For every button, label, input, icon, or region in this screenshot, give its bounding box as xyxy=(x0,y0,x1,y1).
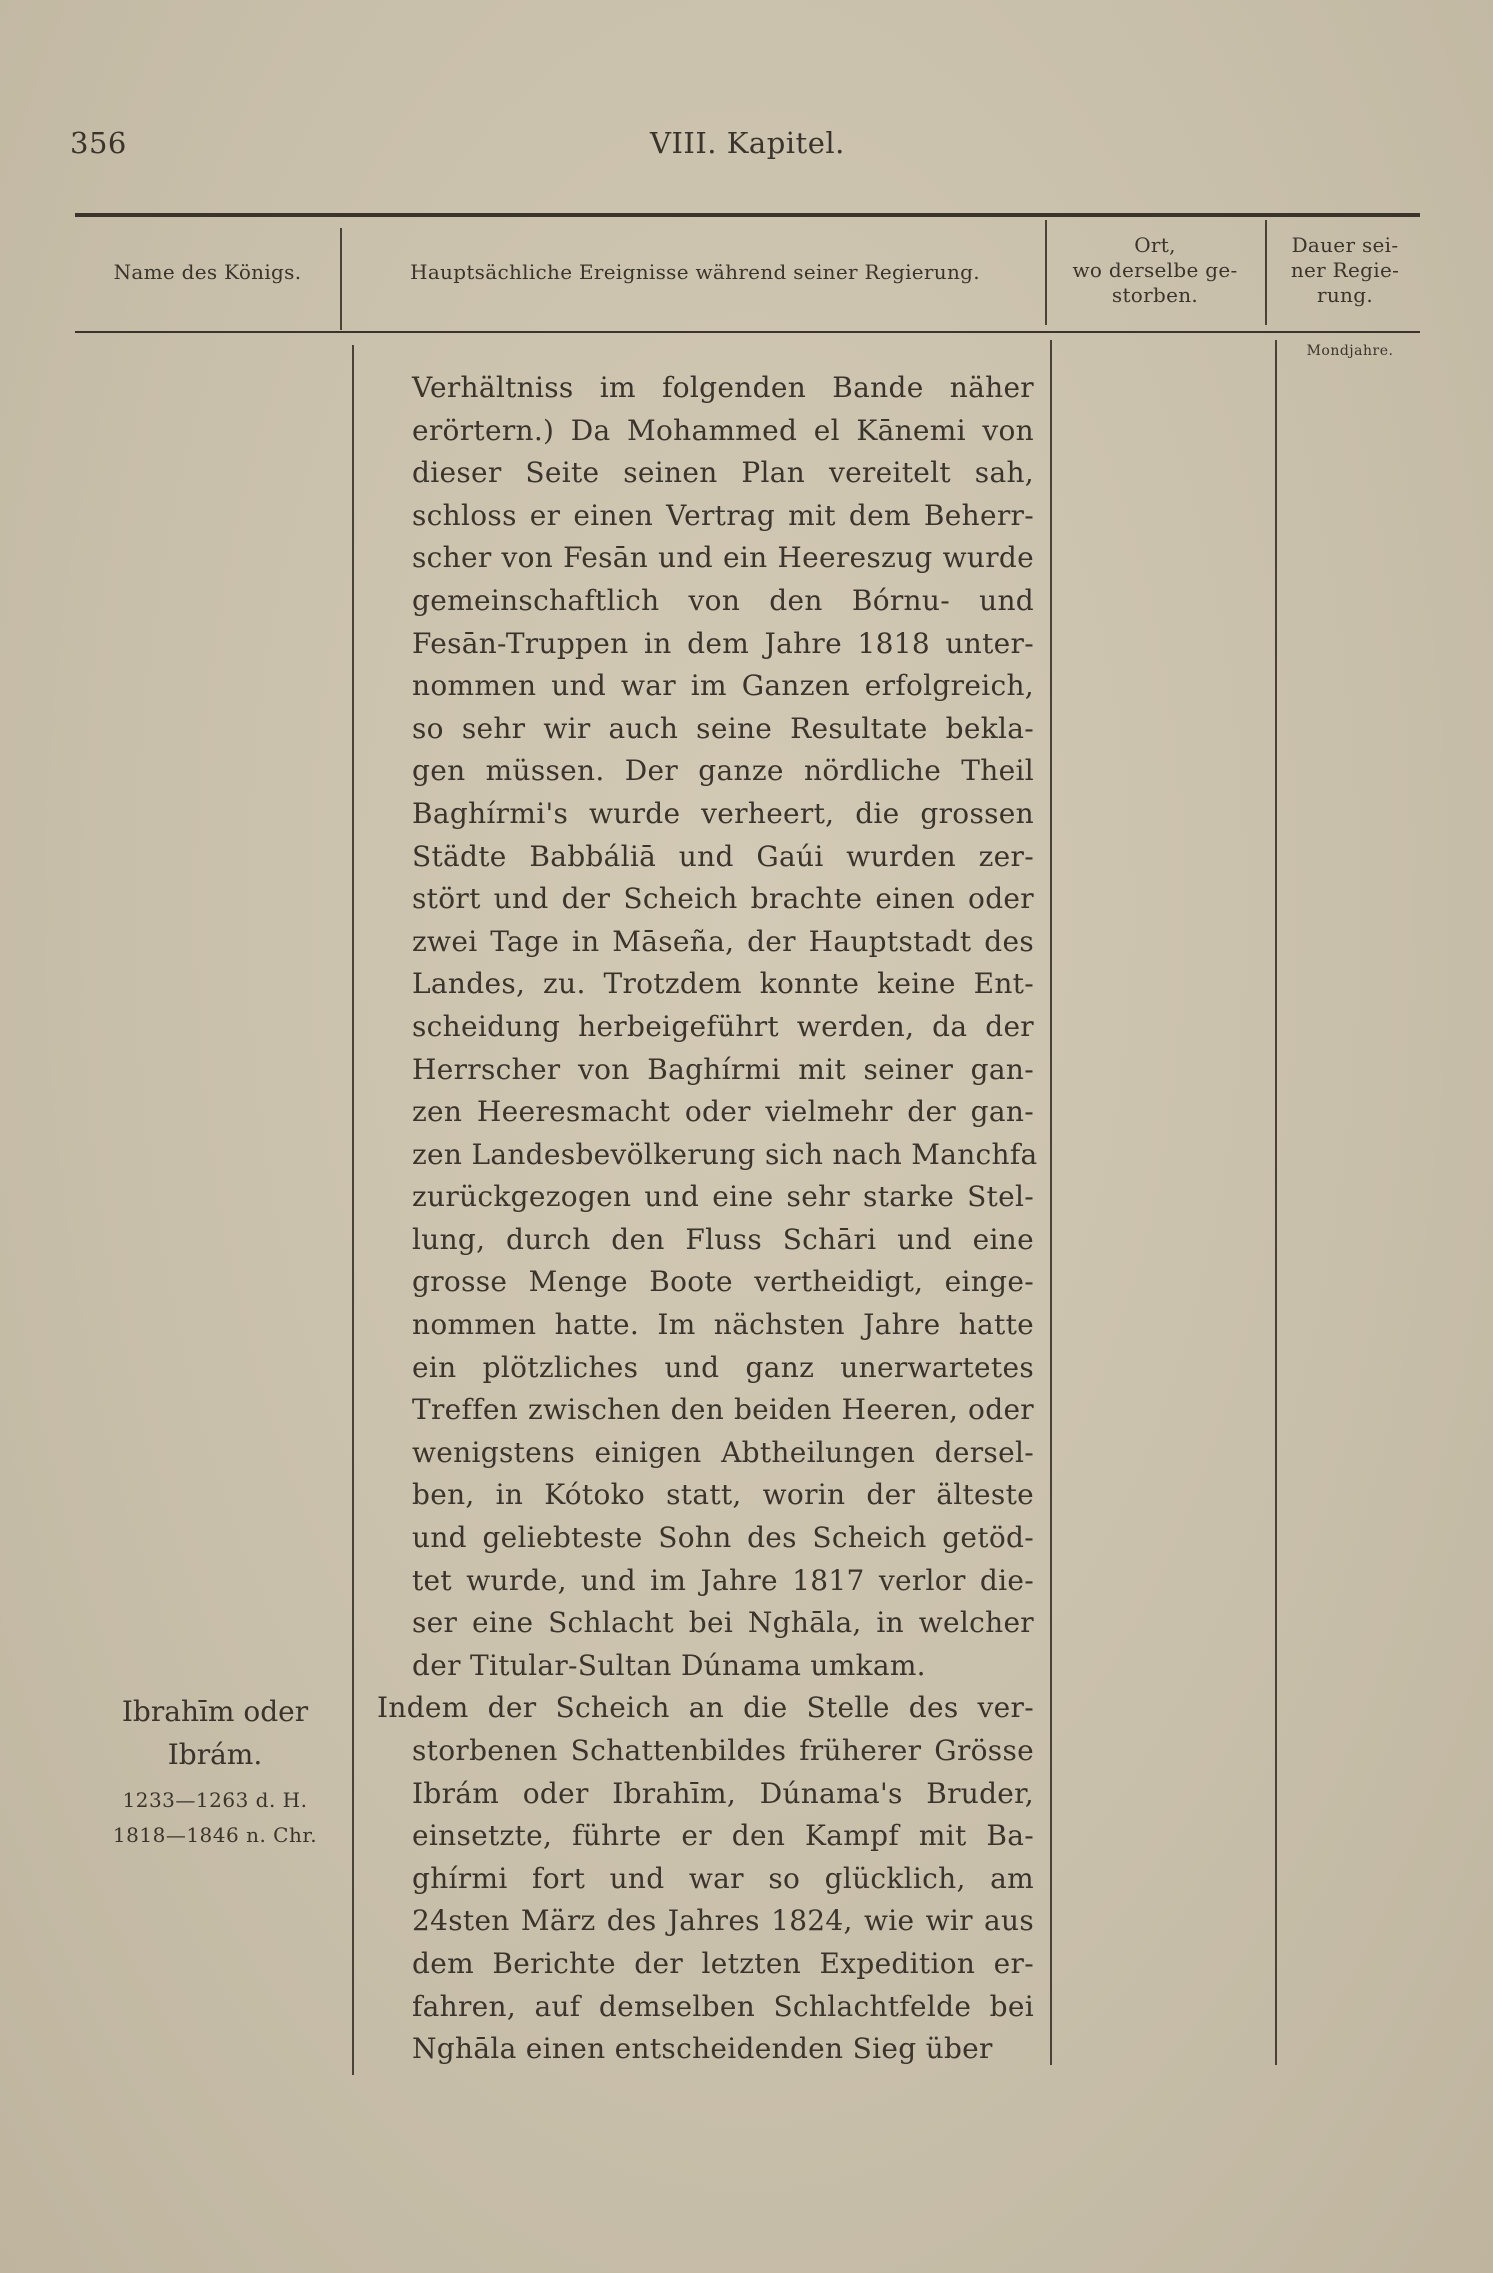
king-dates xyxy=(90,1783,340,1853)
text-line: erörtern.) Da Mohammed el Kānemi von xyxy=(412,413,1034,447)
text-line: storbenen Schattenbildes früherer Grösse xyxy=(412,1734,1034,1767)
dates-hijri: 1233—1263 d. H. xyxy=(122,1788,308,1812)
column-header-duration-line: Dauer sei- xyxy=(1291,233,1399,257)
column-header-duration-line: rung. xyxy=(1317,283,1373,307)
text-line: lung, durch den Fluss Schāri und eine xyxy=(412,1222,1034,1256)
text-line: stört und der Scheich brachte einen oder xyxy=(412,882,1034,916)
column-separator xyxy=(1050,340,1052,2065)
text-line: ben, in Kótoko statt, worin der älteste xyxy=(412,1478,1034,1512)
column-header-place-line: wo derselbe ge- xyxy=(1072,258,1238,282)
text-line: gen müssen. Der ganze nördliche Theil xyxy=(412,754,1034,788)
text-line: Herrscher von Baghírmi mit seiner gan- xyxy=(412,1052,1034,1086)
text-line: zwei Tage in Māseña, der Hauptstadt des xyxy=(412,924,1034,958)
text-line: Landes, zu. Trotzdem konnte keine Ent- xyxy=(412,967,1034,1001)
text-line: ein plötzliches und ganz unerwartetes xyxy=(412,1350,1034,1384)
king-name-line: Ibrahīm oder xyxy=(121,1695,309,1728)
text-line: tet wurde, und im Jahre 1817 verlor die- xyxy=(412,1563,1034,1597)
text-line: und geliebteste Sohn des Scheich getöd- xyxy=(412,1521,1034,1555)
chapter-title: VIII. Kapitel. xyxy=(650,126,845,160)
text-line: dem Berichte der letzten Expedition er- xyxy=(412,1946,1034,1980)
column-header-duration-line: ner Regie- xyxy=(1290,258,1400,282)
text-line: Fesān-Truppen in dem Jahre 1818 unter- xyxy=(412,626,1034,660)
text-line: scher von Fesān und ein Heereszug wurde xyxy=(412,541,1034,575)
header-separator xyxy=(1045,220,1047,325)
text-line: wenigstens einigen Abtheilungen dersel- xyxy=(412,1435,1034,1469)
king-name xyxy=(90,1690,340,1776)
column-separator xyxy=(352,345,354,2075)
text-line: Baghírmi's wurde verheert, die grossen xyxy=(412,796,1034,830)
table-top-rule xyxy=(75,213,1420,217)
text-line: ghírmi fort und war so glücklich, am xyxy=(412,1861,1034,1895)
text-line: grosse Menge Boote vertheidigt, einge- xyxy=(412,1265,1034,1299)
events-text xyxy=(377,367,1038,2071)
table-header-rule xyxy=(75,331,1420,333)
text-line: zurückgezogen und eine sehr starke Stel- xyxy=(412,1180,1034,1214)
text-line: Treffen zwischen den beiden Heeren, oder xyxy=(412,1393,1034,1427)
header-separator xyxy=(340,228,342,330)
text-line: Städte Babbáliā und Gaúi wurden zer- xyxy=(412,839,1034,873)
text-line: gemeinschaftlich von den Bórnu- und xyxy=(412,583,1034,617)
column-header-place xyxy=(1050,233,1260,308)
text-line: 24sten März des Jahres 1824, wie wir aus xyxy=(412,1904,1034,1938)
column-separator xyxy=(1275,340,1277,2065)
text-line: der Titular-Sultan Dúnama umkam. xyxy=(412,1648,926,1682)
header-separator xyxy=(1265,220,1267,325)
dates-christian: 1818—1846 n. Chr. xyxy=(112,1823,318,1847)
page-number: 356 xyxy=(70,126,127,160)
column-header-place-line: Ort, xyxy=(1134,233,1176,257)
column-header-name: Name des Königs. xyxy=(113,260,302,284)
duration-unit-label: Mondjahre. xyxy=(1306,343,1394,359)
text-line: fahren, auf demselben Schlachtfelde bei xyxy=(412,1989,1034,2023)
text-line: einsetzte, führte er den Kampf mit Ba- xyxy=(412,1819,1034,1853)
text-line: Ibrám oder Ibrahīm, Dúnama's Bruder, xyxy=(412,1776,1034,1810)
text-line: zen Landesbevölkerung sich nach Manchfa xyxy=(412,1137,1038,1171)
column-header-place-line: storben. xyxy=(1111,283,1199,307)
text-line: Indem der Scheich an die Stelle des ver- xyxy=(377,1691,1034,1725)
column-header-events: Hauptsächliche Ereignisse während seiner Regierung. xyxy=(410,260,980,284)
king-name-line: Ibrám. xyxy=(167,1738,263,1771)
text-line: schloss er einen Vertrag mit dem Beherr- xyxy=(412,498,1034,532)
text-line: ser eine Schlacht bei Nghāla, in welcher xyxy=(412,1606,1034,1640)
text-line: nommen und war im Ganzen erfolgreich, xyxy=(412,669,1034,703)
column-header-duration xyxy=(1270,233,1420,308)
text-line: scheidung herbeigeführt werden, da der xyxy=(412,1009,1034,1043)
text-line: Nghāla einen entscheidenden Sieg über xyxy=(412,2032,993,2066)
text-line: dieser Seite seinen Plan vereitelt sah, xyxy=(412,456,1034,490)
text-line: Verhältniss im folgenden Bande näher xyxy=(412,371,1034,404)
text-line: nommen hatte. Im nächsten Jahre hatte xyxy=(412,1308,1034,1342)
text-line: so sehr wir auch seine Resultate bekla- xyxy=(412,711,1034,745)
text-line: zen Heeresmacht oder vielmehr der gan- xyxy=(412,1095,1034,1129)
